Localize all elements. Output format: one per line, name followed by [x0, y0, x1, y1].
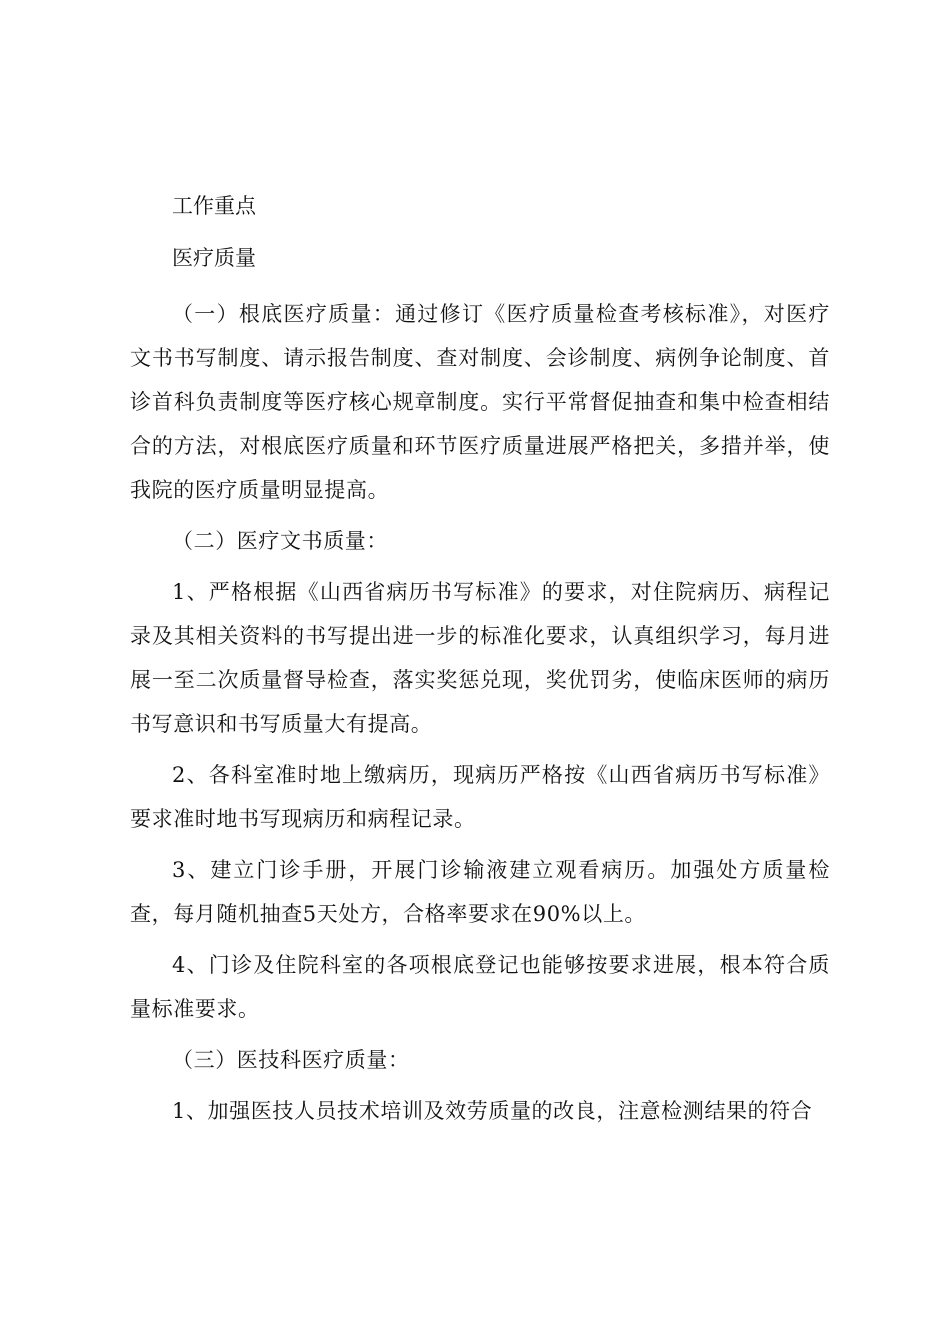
paragraph-item-1: 1、严格根据《山西省病历书写标准》的要求，对住院病历、病程记录及其相关资料的书写提出进一步的标准化要求，认真组织学习，每月进展一至二次质量督导检查，落实奖惩兑现，奖优罚劣，使临床医师的病历书写意识和书写质量大有提高。 [130, 580, 830, 736]
paragraph-item-3: 3、建立门诊手册，开展门诊输液建立观看病历。加强处方质量检查，每月随机抽查5天处方，合格率要求在90%以上。 [130, 858, 830, 926]
paragraph-document-quality-heading: （二）医疗文书质量： [172, 529, 388, 553]
section-heading-work-focus: 工作重点 [172, 194, 256, 218]
paragraph-tech-item-1: 1、加强医技人员技术培训及效劳质量的改良，注意检测结果的符合 [172, 1099, 813, 1123]
paragraph-basic-quality: （一）根底医疗质量：通过修订《医疗质量检查考核标准》，对医疗文书书写制度、请示报告制度、查对制度、会诊制度、病例争论制度、首诊首科负责制度等医疗核心规章制度。实行平常督促抽查和集中检查相结合的方法，对根底医疗质量和环节医疗质量进展严格把关，多措并举，使我院的医疗质量明显提高。 [130, 302, 830, 502]
paragraph-item-2: 2、各科室准时地上缴病历，现病历严格按《山西省病历书写标准》要求准时地书写现病历和病程记录。 [130, 763, 830, 831]
document-body [130, 188, 830, 1140]
paragraph-item-4: 4、门诊及住院科室的各项根底登记也能够按要求进展，根本符合质量标准要求。 [130, 953, 830, 1021]
paragraph-tech-quality-heading: （三）医技科医疗质量： [172, 1048, 410, 1072]
section-heading-medical-quality: 医疗质量 [172, 246, 256, 270]
